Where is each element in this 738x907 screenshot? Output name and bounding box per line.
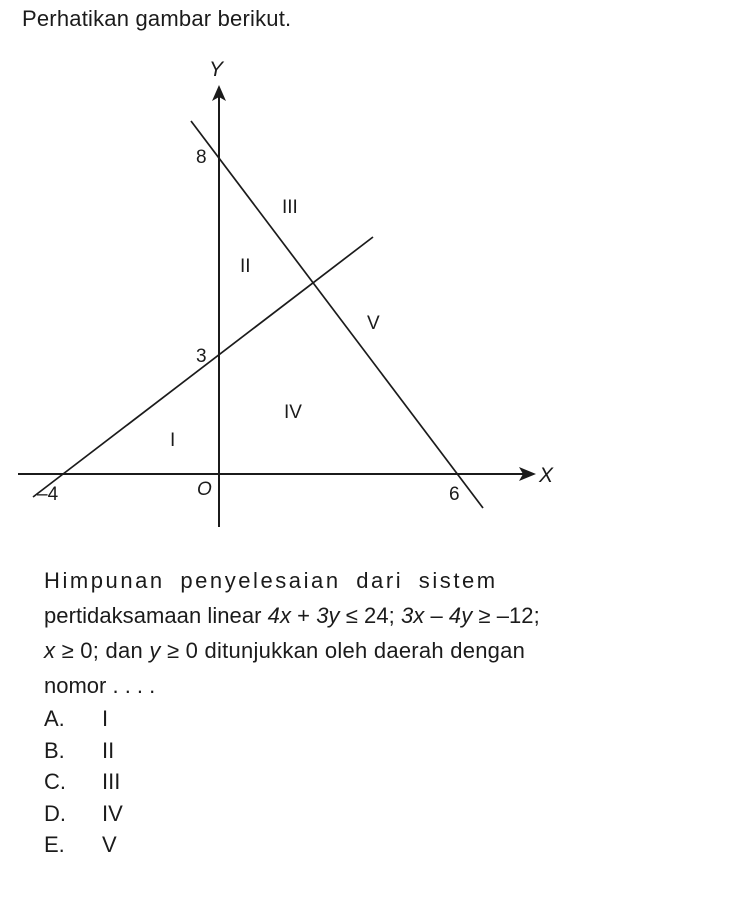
question-line-2: pertidaksamaan linear 4x + 3y ≤ 24; 3x – 4y ≥ –12; bbox=[44, 603, 540, 628]
option-c[interactable] bbox=[44, 766, 123, 798]
option-letter: B. bbox=[44, 737, 65, 763]
y-axis-label: Y bbox=[209, 58, 224, 81]
option-a[interactable] bbox=[44, 703, 123, 735]
x-tick-6: 6 bbox=[449, 484, 460, 505]
origin-label: O bbox=[197, 479, 212, 500]
line-3x-4y-neg12 bbox=[33, 237, 373, 497]
x-tick-neg4: –4 bbox=[37, 484, 59, 505]
option-letter: C. bbox=[44, 769, 66, 794]
option-e[interactable] bbox=[44, 829, 123, 861]
region-label-II: II bbox=[240, 256, 251, 277]
option-value: I bbox=[102, 706, 109, 731]
region-label-III: III bbox=[282, 197, 298, 218]
y-tick-3: 3 bbox=[196, 346, 207, 367]
intro-text: Perhatikan gambar berikut. bbox=[22, 6, 292, 31]
region-label-I: I bbox=[170, 430, 176, 451]
option-value: II bbox=[102, 737, 115, 763]
region-label-V: V bbox=[367, 313, 380, 334]
option-value: III bbox=[102, 769, 121, 794]
option-value: IV bbox=[102, 800, 123, 826]
option-b[interactable] bbox=[44, 735, 123, 767]
option-letter: E. bbox=[44, 832, 65, 857]
region-label-IV: IV bbox=[284, 402, 302, 423]
option-value: V bbox=[102, 832, 117, 857]
option-letter: A. bbox=[44, 706, 65, 731]
question-line-1: Himpunan penyelesaian dari sistem bbox=[44, 568, 498, 593]
answer-options bbox=[44, 703, 123, 861]
option-d[interactable] bbox=[44, 798, 123, 830]
x-axis-label: X bbox=[539, 464, 554, 487]
line-4x-3y-24 bbox=[191, 121, 483, 508]
option-letter: D. bbox=[44, 800, 66, 826]
y-tick-8: 8 bbox=[196, 147, 207, 168]
question-text bbox=[44, 563, 664, 703]
question-line-4: nomor . . . . bbox=[44, 673, 156, 698]
question-line-3: x ≥ 0; dan y ≥ 0 ditunjukkan oleh daerah dengan bbox=[44, 638, 526, 663]
